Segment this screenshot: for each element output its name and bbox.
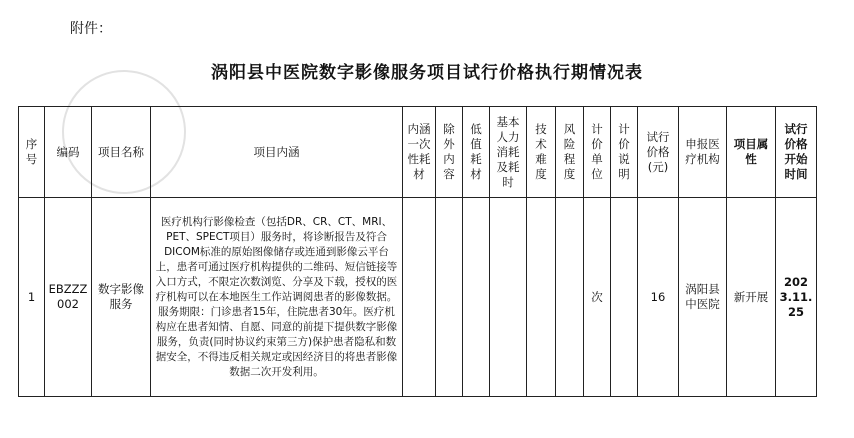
header-institution: 申报医疗机构 [679, 107, 727, 198]
cell-note [611, 198, 638, 397]
header-difficulty: 技术难度 [527, 107, 556, 198]
price-table [18, 106, 817, 397]
header-risk: 风险程度 [556, 107, 584, 198]
cell-unit: 次 [584, 198, 611, 397]
header-labor: 基本人力消耗及耗时 [490, 107, 527, 198]
cell-difficulty [527, 198, 556, 397]
header-consumables: 内涵一次性耗材 [403, 107, 436, 198]
header-name: 项目名称 [92, 107, 151, 198]
attachment-label: 附件： [70, 21, 112, 37]
header-start-date: 试行价格开始时间 [776, 107, 817, 198]
page-title: 涡阳县中医院数字影像服务项目试行价格执行期情况表 [211, 63, 643, 83]
header-seq: 序号 [19, 107, 45, 198]
header-excluded: 除外内容 [436, 107, 463, 198]
cell-attribute: 新开展 [727, 198, 776, 397]
cell-start-date: 2023.11.25 [776, 198, 817, 397]
cell-risk [556, 198, 584, 397]
header-content: 项目内涵 [151, 107, 403, 198]
cell-seq: 1 [19, 198, 45, 397]
header-price: 试行价格(元) [638, 107, 679, 198]
cell-price: 16 [638, 198, 679, 397]
header-low-value: 低值耗材 [463, 107, 490, 198]
header-note: 计价说明 [611, 107, 638, 198]
header-attribute: 项目属性 [727, 107, 776, 198]
cell-content: 医疗机构行影像检查（包括DR、CR、CT、MRI、PET、SPECT项目）服务时，将诊断报告及符合DICOM标准的原始图像储存或连通到影像云平台上，患者可通过医疗机构提供的二维码、短信链接等入口方式，不限定次数浏览、分享及下载，授权的医疗机构可以在本地医生工作站调阅患者的影像数据。服务期限：门诊患者15年，住院患者30年。医疗机构应在患者知情、自愿、同意的前提下提供数字影像服务，负责(同时协议约束第三方)保护患者隐私和数据安全，不得违反相关规定或因经济目的将患者影像数据二次开发利用。 [151, 198, 403, 397]
cell-labor [490, 198, 527, 397]
table-header-row [19, 107, 817, 198]
cell-consumables [403, 198, 436, 397]
cell-name: 数字影像服务 [92, 198, 151, 397]
header-code: 编码 [45, 107, 92, 198]
header-unit: 计价单位 [584, 107, 611, 198]
cell-institution: 涡阳县中医院 [679, 198, 727, 397]
table-row [19, 198, 817, 397]
cell-code: EBZZZ002 [45, 198, 92, 397]
cell-excluded [436, 198, 463, 397]
cell-low-value [463, 198, 490, 397]
